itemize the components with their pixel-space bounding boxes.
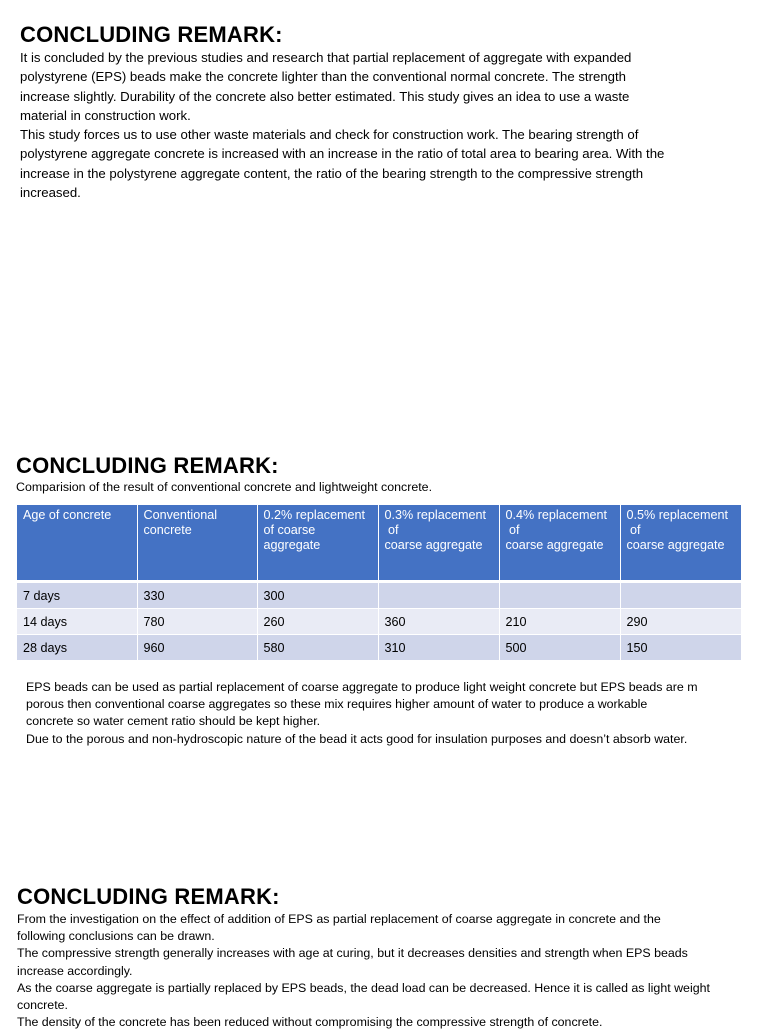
table-row bbox=[17, 609, 741, 635]
header-0-5-percent: 0.5% replacement of coarse aggregate bbox=[620, 505, 741, 582]
table-cell: 580 bbox=[257, 635, 378, 661]
paragraph-line: As the coarse aggregate is partially replaced by EPS beads, the dead load can be decreased. Hence it is called as light weight bbox=[17, 980, 710, 995]
paragraph-line: The compressive strength generally increases with age at curing, but it decreases densities and strength when EPS beads bbox=[17, 946, 688, 961]
paragraph-line: following conclusions can be drawn. bbox=[17, 929, 215, 944]
table-cell: 14 days bbox=[17, 609, 137, 635]
table-cell: 150 bbox=[620, 635, 741, 661]
table-cell: 210 bbox=[499, 609, 620, 635]
table-cell: 960 bbox=[137, 635, 257, 661]
table-cell: 500 bbox=[499, 635, 620, 661]
paragraph-line: This study forces us to use other waste materials and check for construction work. The bearing strength of bbox=[20, 127, 639, 143]
table-cell: 780 bbox=[137, 609, 257, 635]
paragraph-line: increase in the polystyrene aggregate content, the ratio of the bearing strength to the compressive strength bbox=[20, 165, 644, 181]
notes-line: Due to the porous and non-hydroscopic nature of the bead it acts good for insulation purposes and doesn’t absorb water. bbox=[26, 731, 688, 746]
paragraph-line: increase slightly. Durability of the concrete also better estimated. This study gives an idea to use a waste bbox=[20, 88, 630, 104]
header-conventional: Conventional concrete bbox=[137, 505, 257, 582]
header-0-4-percent: 0.4% replacement of coarse aggregate bbox=[499, 505, 620, 582]
table-row bbox=[17, 582, 741, 609]
paragraph-line: It is concluded by the previous studies and research that partial replacement of aggregate with expanded bbox=[20, 50, 632, 65]
slide-2-notes bbox=[26, 679, 756, 748]
table-cell: 290 bbox=[620, 609, 741, 635]
table-cell: 330 bbox=[137, 582, 257, 609]
slide-3-title: CONCLUDING REMARK: bbox=[17, 884, 280, 909]
table-cell: 7 days bbox=[17, 582, 137, 609]
slide-2-title: CONCLUDING REMARK: bbox=[16, 453, 279, 478]
table-cell: 260 bbox=[257, 609, 378, 635]
slide-1-paragraph bbox=[20, 48, 750, 202]
notes-line: concrete so water cement ratio should be kept higher. bbox=[26, 714, 321, 729]
paragraph-line: From the investigation on the effect of addition of EPS as partial replacement of coarse aggregate in concrete and the bbox=[17, 912, 661, 926]
header-age: Age of concrete bbox=[17, 505, 137, 582]
paragraph-line: The density of the concrete has been reduced without compromising the compressive strength of concrete. bbox=[17, 1015, 603, 1030]
table-cell: 300 bbox=[257, 582, 378, 609]
notes-line: porous then conventional coarse aggregates so these mix requires higher amount of water to produce a workable bbox=[26, 697, 648, 712]
slide-1-title: CONCLUDING REMARK: bbox=[20, 22, 283, 47]
notes-line: EPS beads can be used as partial replacement of coarse aggregate to produce light weight concrete but EPS beads are m bbox=[26, 680, 698, 694]
table-cell bbox=[378, 582, 499, 609]
table-header-row bbox=[17, 505, 741, 582]
header-0-2-percent: 0.2% replacement of coarse aggregate bbox=[257, 505, 378, 582]
paragraph-line: polystyrene aggregate concrete is increased with an increase in the ratio of total area to bearing area. With the bbox=[20, 146, 665, 162]
table-cell: 360 bbox=[378, 609, 499, 635]
header-0-3-percent: 0.3% replacement of coarse aggregate bbox=[378, 505, 499, 582]
paragraph-line: increased. bbox=[20, 185, 81, 201]
table-cell: 310 bbox=[378, 635, 499, 661]
paragraph-line: material in construction work. bbox=[20, 107, 191, 123]
paragraph-line: increase accordingly. bbox=[17, 963, 133, 978]
slide-3-paragraph bbox=[17, 911, 762, 1031]
table-cell bbox=[499, 582, 620, 609]
paragraph-line: concrete. bbox=[17, 998, 68, 1013]
paragraph-line: polystyrene (EPS) beads make the concrete lighter than the conventional normal concrete. The strength bbox=[20, 69, 626, 85]
slide-2-subtitle: Comparision of the result of conventional concrete and lightweight concrete. bbox=[16, 480, 433, 494]
table-cell: 28 days bbox=[17, 635, 137, 661]
table-row bbox=[17, 635, 741, 661]
comparison-table bbox=[17, 505, 742, 661]
table-cell bbox=[620, 582, 741, 609]
